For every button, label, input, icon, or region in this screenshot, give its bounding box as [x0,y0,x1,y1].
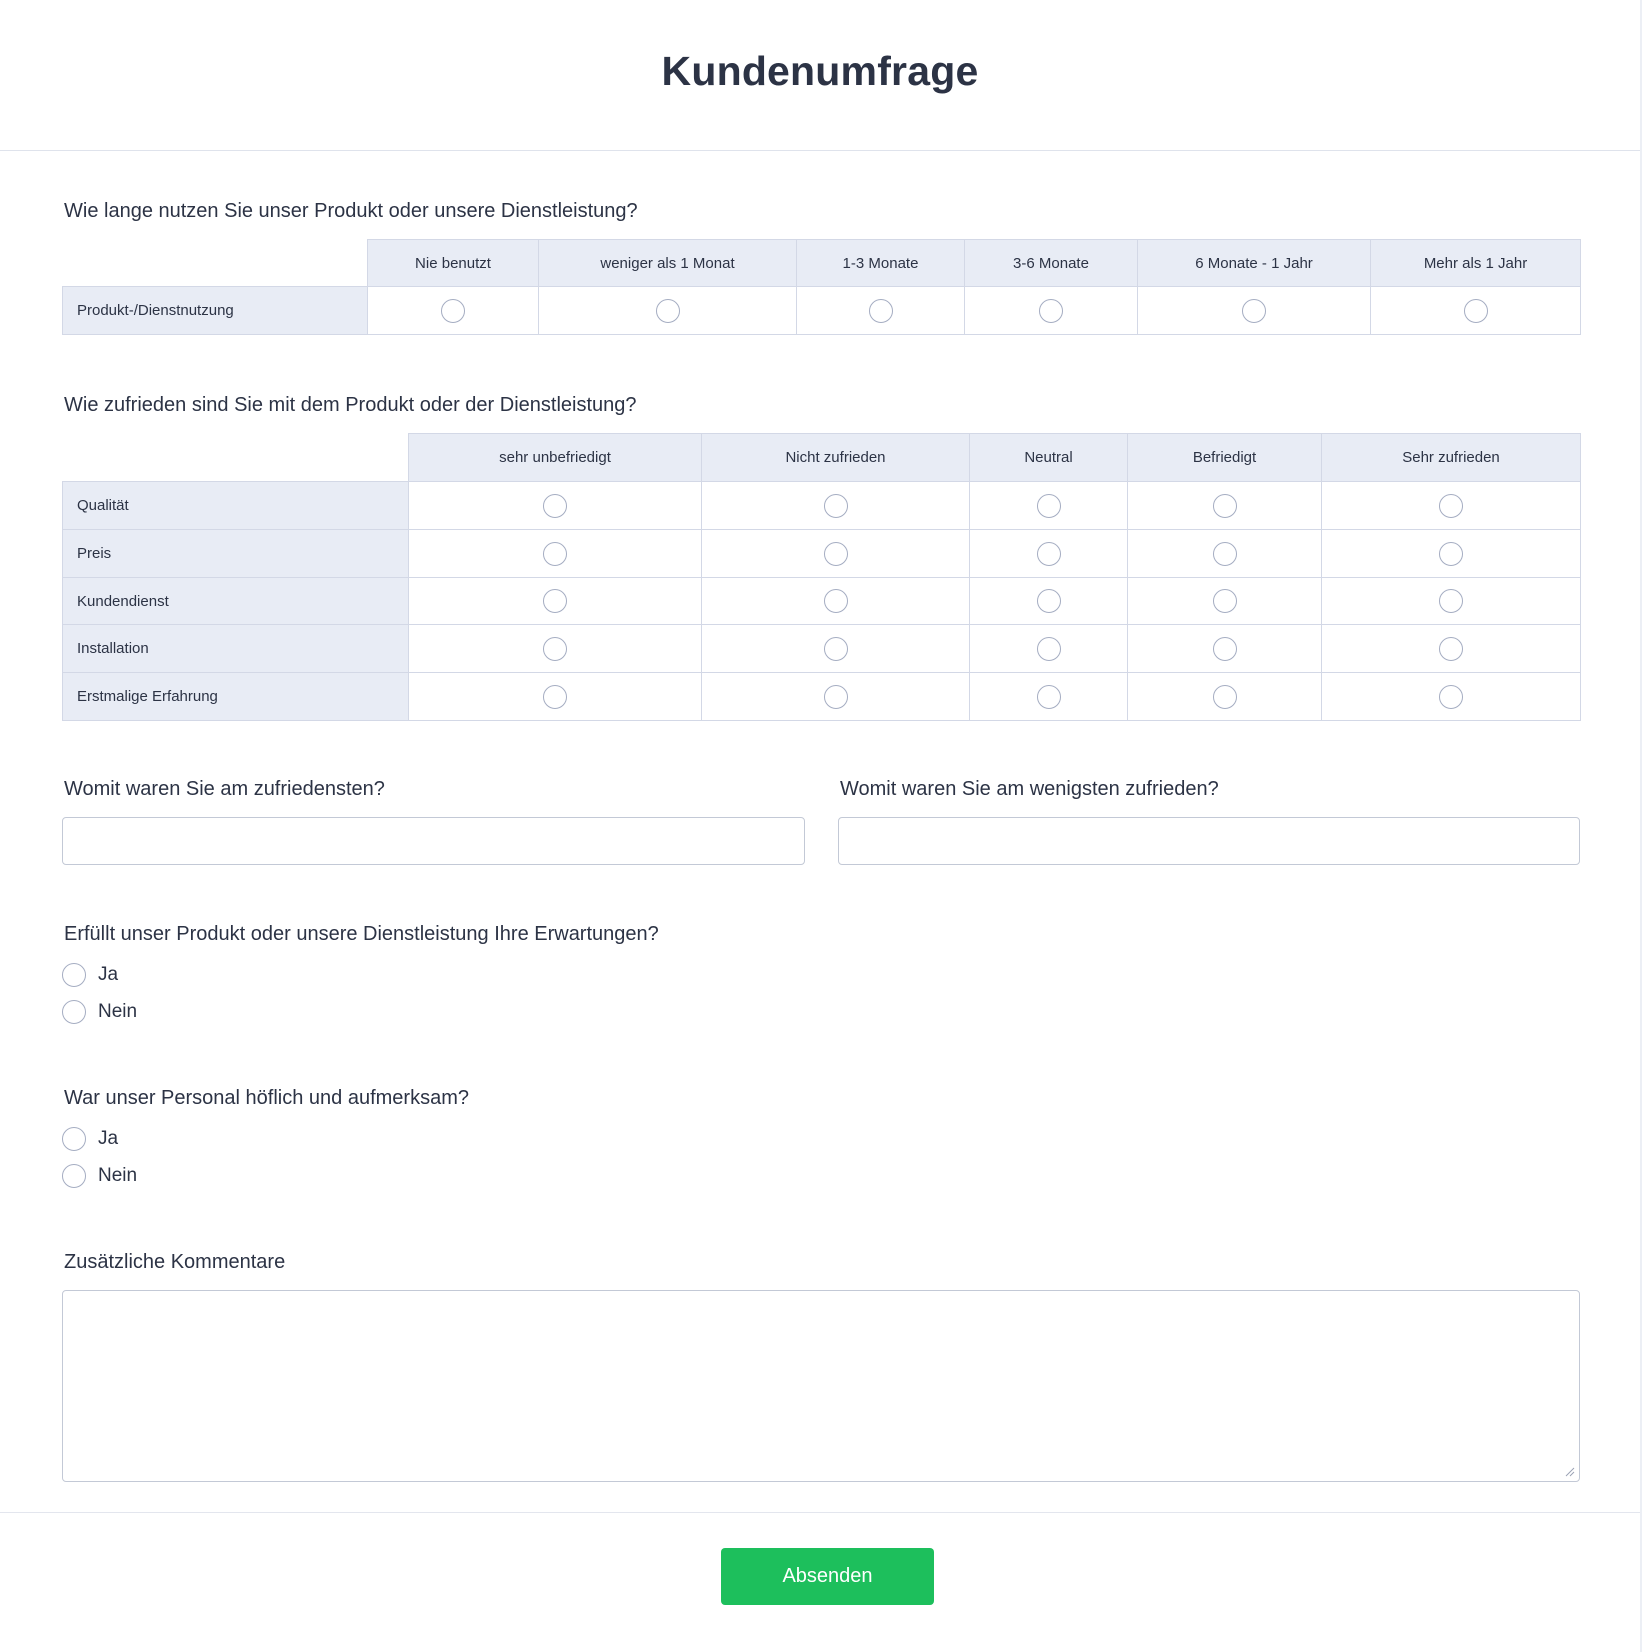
question-least-satisfied: Womit waren Sie am wenigsten zufrieden? [840,778,1219,800]
option-label: Ja [98,964,119,985]
option-label: Nein [98,1165,138,1186]
matrix-row [63,530,1581,578]
column-header: Nie benutzt [368,240,539,287]
radio-button[interactable] [543,685,567,709]
option-staff-no[interactable] [62,1163,137,1189]
radio-button[interactable] [1439,637,1463,661]
question-satisfaction: Wie zufrieden sind Sie mit dem Produkt oder der Dienstleistung? [64,394,637,416]
row-label: Kundendienst [63,578,409,625]
radio-button[interactable] [1439,685,1463,709]
option-staff-yes[interactable] [62,1126,118,1152]
column-header: 6 Monate - 1 Jahr [1138,240,1371,287]
radio-button[interactable] [543,589,567,613]
option-expectations-yes[interactable] [62,962,118,988]
radio-button[interactable] [1213,542,1237,566]
column-header: weniger als 1 Monat [539,240,797,287]
radio-button[interactable] [1213,589,1237,613]
form-header [0,0,1640,151]
row-label: Preis [63,530,409,578]
radio-button[interactable] [824,637,848,661]
column-header: Nicht zufrieden [702,434,970,482]
row-label: Qualität [63,482,409,530]
radio-button[interactable] [1242,299,1266,323]
radio-button[interactable] [1464,299,1488,323]
radio-button[interactable] [1439,494,1463,518]
question-usage-duration: Wie lange nutzen Sie unser Produkt oder unsere Dienstleistung? [64,200,638,222]
radio-button[interactable] [1213,494,1237,518]
least-satisfied-input[interactable] [838,817,1580,865]
radio-button[interactable] [62,1000,86,1024]
radio-button[interactable] [824,494,848,518]
radio-button[interactable] [543,494,567,518]
radio-button[interactable] [62,963,86,987]
page-title: Kundenumfrage [661,48,979,94]
question-expectations: Erfüllt unser Produkt oder unsere Dienstleistung Ihre Erwartungen? [64,923,659,945]
radio-button[interactable] [1213,637,1237,661]
option-label: Ja [98,1128,119,1149]
radio-button[interactable] [543,542,567,566]
column-header: Befriedigt [1128,434,1322,482]
column-header: Neutral [970,434,1128,482]
column-header: Sehr zufrieden [1322,434,1581,482]
matrix-row [63,673,1581,721]
question-comments: Zusätzliche Kommentare [64,1251,286,1273]
column-header: Mehr als 1 Jahr [1371,240,1581,287]
radio-button[interactable] [62,1127,86,1151]
column-header: 1-3 Monate [797,240,965,287]
radio-button[interactable] [1037,589,1061,613]
radio-button[interactable] [656,299,680,323]
radio-button[interactable] [1213,685,1237,709]
radio-button[interactable] [1439,589,1463,613]
matrix-row [63,578,1581,625]
question-staff-polite: War unser Personal höflich und aufmerksam? [64,1087,469,1109]
footer-divider [0,1512,1640,1513]
most-satisfied-input[interactable] [62,817,805,865]
radio-button[interactable] [824,542,848,566]
option-label: Nein [98,1001,138,1022]
radio-button[interactable] [62,1164,86,1188]
radio-button[interactable] [441,299,465,323]
matrix-row [63,482,1581,530]
usage-matrix [62,239,1581,335]
satisfaction-matrix [62,433,1581,721]
radio-button[interactable] [1037,494,1061,518]
radio-button[interactable] [1037,542,1061,566]
radio-button[interactable] [1037,685,1061,709]
question-most-satisfied: Womit waren Sie am zufriedensten? [64,778,385,800]
radio-button[interactable] [824,685,848,709]
radio-button[interactable] [1037,637,1061,661]
radio-button[interactable] [1039,299,1063,323]
radio-button[interactable] [869,299,893,323]
comments-textarea[interactable] [62,1290,1580,1482]
row-label: Produkt-/Dienstnutzung [63,287,368,335]
radio-button[interactable] [543,637,567,661]
column-header: 3-6 Monate [965,240,1138,287]
column-header: sehr unbefriedigt [409,434,702,482]
radio-button[interactable] [824,589,848,613]
option-expectations-no[interactable] [62,999,137,1025]
radio-button[interactable] [1439,542,1463,566]
row-label: Erstmalige Erfahrung [63,673,409,721]
resize-handle-icon[interactable] [1565,1467,1575,1477]
submit-button[interactable]: Absenden [721,1548,934,1605]
matrix-row [63,287,1581,335]
matrix-row [63,625,1581,673]
row-label: Installation [63,625,409,673]
